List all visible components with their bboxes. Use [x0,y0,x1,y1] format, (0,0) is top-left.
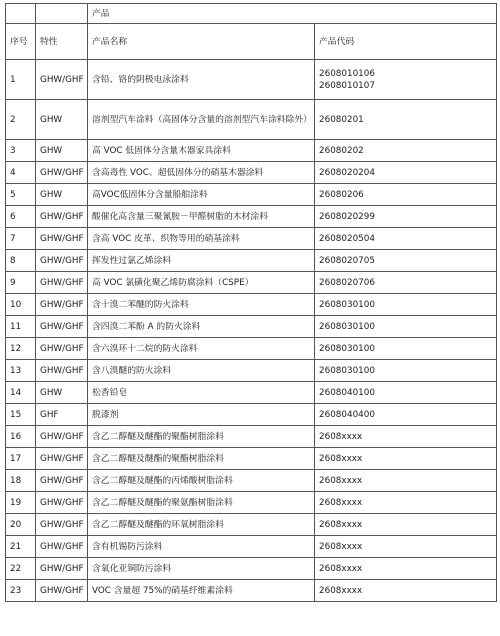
cell-seq: 23 [6,580,36,602]
cell-feature: GHW/GHF [36,60,88,100]
group-header-row [6,4,497,24]
product-code: 2608020299 [319,211,375,222]
table-row [6,272,497,294]
cell-seq: 9 [6,272,36,294]
cell-feature: GHW [36,100,88,140]
cell-product-name: 酸催化高含量三聚氰胺－甲醛树脂的木材涂料 [88,206,315,228]
product-code: 2608040100 [319,387,375,398]
cell-seq: 1 [6,60,36,100]
header-seq: 序号 [6,24,36,60]
cell-product-code [315,140,497,162]
product-code: 2608030100 [319,365,375,376]
product-code: 2608xxxx [319,563,363,574]
cell-seq: 4 [6,162,36,184]
cell-seq: 6 [6,206,36,228]
table-row [6,316,497,338]
cell-seq: 3 [6,140,36,162]
table-row [6,294,497,316]
product-code: 2608030100 [319,321,375,332]
table-row [6,448,497,470]
cell-feature: GHW/GHF [36,492,88,514]
table-row [6,382,497,404]
cell-product-name: 含氧化亚铜防污涂料 [88,558,315,580]
table-row [6,100,497,140]
cell-feature: GHW/GHF [36,448,88,470]
cell-product-code [315,514,497,536]
cell-product-code [315,470,497,492]
cell-seq: 22 [6,558,36,580]
cell-product-name: 含六溴环十二烷的防火涂料 [88,338,315,360]
cell-seq: 12 [6,338,36,360]
table-row [6,470,497,492]
group-header-blank-1 [6,4,36,24]
product-code: 2608xxxx [319,541,363,552]
cell-seq: 10 [6,294,36,316]
cell-feature: GHW/GHF [36,360,88,382]
cell-seq: 20 [6,514,36,536]
cell-seq: 11 [6,316,36,338]
table-row [6,514,497,536]
table-row [6,580,497,602]
table-row [6,404,497,426]
product-code: 2608xxxx [319,475,363,486]
cell-product-name: 含八溴醚的防火涂料 [88,360,315,382]
cell-product-name: 含十溴二苯醚的防火涂料 [88,294,315,316]
product-code: 2608030100 [319,343,375,354]
cell-product-name: 含四溴二苯酚 A 的防火涂料 [88,316,315,338]
product-code: 2608010107 [319,80,375,91]
cell-feature: GHW/GHF [36,536,88,558]
header-product-name: 产品名称 [88,24,315,60]
cell-seq: 17 [6,448,36,470]
cell-seq: 2 [6,100,36,140]
cell-product-name: 挥发性过氯乙烯涂料 [88,250,315,272]
cell-seq: 16 [6,426,36,448]
table-row [6,184,497,206]
cell-product-name: 脱漆剂 [88,404,315,426]
cell-product-name: 松香铅皂 [88,382,315,404]
cell-product-name: 高 VOC 氯磺化聚乙烯防腐涂料（CSPE） [88,272,315,294]
cell-product-code [315,360,497,382]
cell-product-code [315,272,497,294]
cell-product-code [315,206,497,228]
cell-feature: GHW [36,382,88,404]
product-code: 2608xxxx [319,453,363,464]
cell-seq: 18 [6,470,36,492]
cell-product-code [315,580,497,602]
product-table-body [6,4,497,602]
product-code: 2608020504 [319,233,375,244]
product-code: 26080202 [319,145,364,156]
cell-product-code [315,100,497,140]
cell-product-code [315,404,497,426]
product-code: 26080201 [319,114,364,125]
cell-feature: GHW/GHF [36,558,88,580]
table-row [6,60,497,100]
cell-product-code [315,162,497,184]
cell-seq: 19 [6,492,36,514]
table-row [6,338,497,360]
cell-product-name: 含高毒性 VOC、超低固体分的硝基木器涂料 [88,162,315,184]
cell-seq: 8 [6,250,36,272]
product-code: 2608020204 [319,167,375,178]
header-product-code: 产品代码 [315,24,497,60]
cell-product-name: 高VOC低固体分含量船舶涂料 [88,184,315,206]
cell-feature: GHW/GHF [36,272,88,294]
cell-product-code [315,338,497,360]
cell-product-code [315,536,497,558]
cell-feature: GHW/GHF [36,316,88,338]
product-code: 2608020706 [319,277,375,288]
table-row [6,162,497,184]
cell-product-name: 含乙二醇醚及醚酯的聚氨酯树脂涂料 [88,492,315,514]
cell-product-code [315,492,497,514]
cell-product-code [315,558,497,580]
cell-feature: GHW [36,184,88,206]
cell-feature: GHW/GHF [36,228,88,250]
cell-seq: 15 [6,404,36,426]
cell-product-name: 含乙二醇醚及醚酯的聚酯树脂涂料 [88,426,315,448]
cell-product-code [315,250,497,272]
product-code: 2608030100 [319,299,375,310]
cell-product-code [315,316,497,338]
cell-product-code [315,448,497,470]
table-row [6,492,497,514]
cell-product-name: 含乙二醇醚及醚酯的聚酯树脂涂料 [88,448,315,470]
cell-feature: GHW/GHF [36,206,88,228]
cell-product-name: 含高 VOC 皮革、织物等用的硝基涂料 [88,228,315,250]
cell-seq: 21 [6,536,36,558]
cell-product-name: VOC 含量超 75%的硝基纤维素涂料 [88,580,315,602]
product-code: 2608040400 [319,409,375,420]
cell-feature: GHW/GHF [36,426,88,448]
table-row [6,228,497,250]
cell-feature: GHW/GHF [36,580,88,602]
cell-seq: 14 [6,382,36,404]
table-row [6,536,497,558]
cell-seq: 13 [6,360,36,382]
cell-product-name: 高 VOC 低固体分含量木器家具涂料 [88,140,315,162]
cell-product-name: 含乙二醇醚及醚酯的环氧树脂涂料 [88,514,315,536]
cell-feature: GHW/GHF [36,250,88,272]
cell-feature: GHW [36,140,88,162]
cell-seq: 7 [6,228,36,250]
cell-feature: GHW/GHF [36,470,88,492]
product-code: 26080206 [319,189,364,200]
cell-feature: GHW/GHF [36,294,88,316]
cell-product-code [315,60,497,100]
product-code: 2608xxxx [319,497,363,508]
group-header-blank-2 [36,4,88,24]
cell-product-code [315,382,497,404]
cell-product-name: 含铅、铬的阴极电泳涂料 [88,60,315,100]
cell-feature: GHW/GHF [36,162,88,184]
cell-feature: GHW/GHF [36,514,88,536]
product-table [5,3,497,602]
cell-feature: GHW/GHF [36,338,88,360]
table-row [6,140,497,162]
header-row [6,24,497,60]
product-code: 2608xxxx [319,519,363,530]
cell-product-code [315,294,497,316]
cell-seq: 5 [6,184,36,206]
table-row [6,426,497,448]
cell-product-name: 溶剂型汽车涂料（高固体分含量的溶剂型汽车涂料除外） [88,100,315,140]
header-feature: 特性 [36,24,88,60]
cell-product-code [315,228,497,250]
product-code: 2608010106 [319,68,375,79]
product-code: 2608xxxx [319,585,363,596]
group-header-product: 产品 [88,4,497,24]
table-row [6,558,497,580]
table-row [6,360,497,382]
cell-product-code [315,184,497,206]
product-code: 2608xxxx [319,431,363,442]
cell-product-name: 含乙二醇醚及醚酯的丙烯酸树脂涂料 [88,470,315,492]
table-row [6,206,497,228]
cell-product-code [315,426,497,448]
table-row [6,250,497,272]
product-code: 2608020705 [319,255,375,266]
cell-product-name: 含有机锡防污涂料 [88,536,315,558]
cell-feature: GHF [36,404,88,426]
